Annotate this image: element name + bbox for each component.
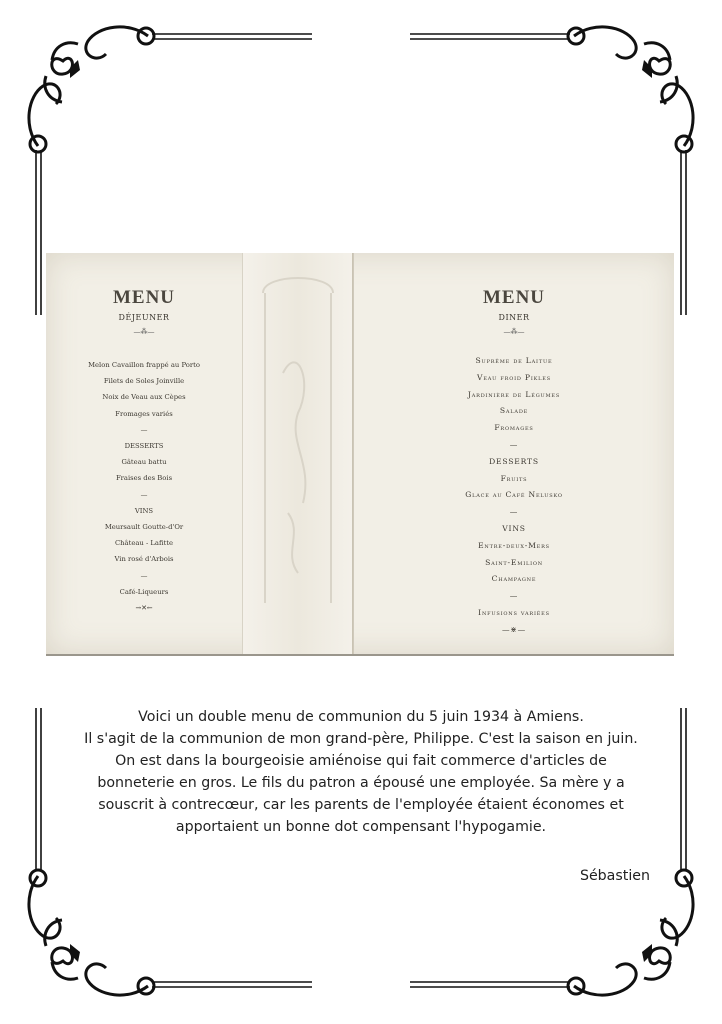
menu-item: Fromages xyxy=(494,423,534,433)
caption-line: On est dans la bourgeoisie amiénoise qui fait commerce d'articles de xyxy=(115,753,607,769)
menu-item: Entre-deux-Mers xyxy=(478,540,550,550)
menu-item: Meursault Goutte-d'Or xyxy=(104,523,184,532)
menu-item: Filets de Soles Joinville xyxy=(103,377,185,386)
menu-fold-embossed xyxy=(242,253,354,654)
dinner-menu-title: MENU xyxy=(482,287,546,308)
menu-item: Jardinière de Légumes xyxy=(467,389,561,399)
menu-item: Château - Lafitte xyxy=(114,539,174,548)
corner-flourish-icon xyxy=(18,866,158,1006)
corner-flourish-icon xyxy=(564,866,704,1006)
embossed-pattern-icon xyxy=(243,253,353,654)
caption-text xyxy=(58,706,664,838)
caption-line: Voici un double menu de communion du 5 juin 1934 à Amiens. xyxy=(138,709,584,725)
menu-item: DESSERTS xyxy=(124,442,164,451)
caption-line: Il s'agit de la communion de mon grand-père, Philippe. C'est la saison en juin. xyxy=(84,731,638,747)
menu-item: DESSERTS xyxy=(489,456,539,466)
lunch-menu-ornament: —⁂— xyxy=(133,328,155,336)
menu-item: VINS xyxy=(502,523,526,533)
caption-line: bonneterie en gros. Le fils du patron a épousé une employée. Sa mère y a xyxy=(97,775,625,791)
menu-item: Gâteau battu xyxy=(121,458,167,467)
menu-item: — xyxy=(140,571,148,580)
menu-item: Fruits xyxy=(500,473,528,483)
menu-item: Salade xyxy=(499,406,529,416)
menu-item: Champagne xyxy=(491,574,537,584)
menu-item: Veau froid Pikles xyxy=(477,372,551,382)
menu-item: →✕← xyxy=(135,604,153,613)
caption-line: souscrit à contrecœur, car les parents de l'employée étaient économes et xyxy=(98,797,624,813)
menu-item: — xyxy=(140,490,148,499)
menu-item: — xyxy=(509,439,519,449)
menu-item: Melon Cavaillon frappé au Porto xyxy=(88,361,200,369)
dinner-menu-ornament: —⁂— xyxy=(503,328,525,336)
menu-item: Glace au Café Nelusko xyxy=(465,490,563,500)
menu-item: VINS xyxy=(134,506,154,515)
menu-item: Infusions variées xyxy=(478,607,550,617)
corner-flourish-icon xyxy=(18,16,158,156)
menu-item: — xyxy=(509,591,519,601)
menu-photo xyxy=(46,253,674,656)
lunch-menu-panel xyxy=(46,253,242,654)
lunch-menu-subtitle: DÉJEUNER xyxy=(118,313,170,322)
corner-flourish-icon xyxy=(564,16,704,156)
menu-item: — xyxy=(140,425,148,434)
lunch-menu-title: MENU xyxy=(112,287,176,308)
menu-item: Suprême de Laitue xyxy=(475,356,553,365)
menu-item: Saint-Emilion xyxy=(485,557,543,567)
menu-item: Fromages variés xyxy=(115,409,173,418)
dinner-menu-items xyxy=(353,353,675,639)
dinner-menu-subtitle: DINER xyxy=(498,313,530,322)
menu-item: — xyxy=(509,507,519,517)
lunch-menu-items xyxy=(46,357,242,616)
menu-item: Fraises des Bois xyxy=(115,474,173,483)
menu-item: Noix de Veau aux Cèpes xyxy=(102,393,186,402)
dinner-menu-panel xyxy=(352,253,675,654)
menu-item: Café-Liqueurs xyxy=(119,587,169,596)
signature: Sébastien xyxy=(579,868,650,884)
caption-line: apportaient un bonne dot compensant l'hypogamie. xyxy=(175,819,547,835)
menu-item: —⋇— xyxy=(502,624,526,634)
menu-item: Vin rosé d'Arbois xyxy=(114,555,174,564)
